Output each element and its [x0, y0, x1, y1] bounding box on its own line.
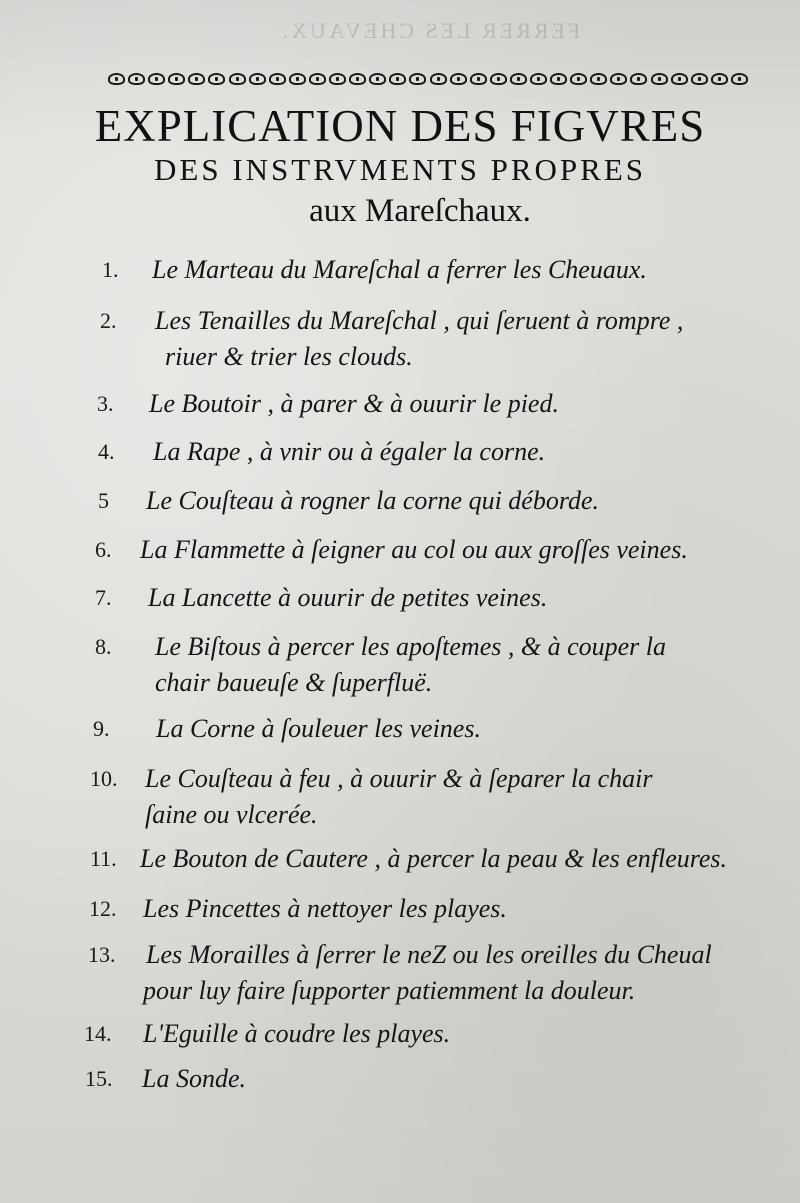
item-text: La Flammette à ſeigner au col ou aux groſſes veines. [140, 535, 688, 564]
title-line-2: DES INSTRVMENTS PROPRES [154, 152, 646, 187]
fleuron-ornament [691, 73, 708, 85]
item-number: 1. [102, 257, 119, 282]
fleuron-ornament [168, 73, 185, 85]
item-number: 2. [100, 308, 117, 333]
fleuron-ornament [188, 73, 205, 85]
fleuron-ornament [711, 73, 728, 85]
fleuron-ornament [208, 73, 225, 85]
fleuron-ornament [229, 73, 246, 85]
fleuron-ornament [731, 73, 748, 85]
fleuron-ornament [630, 73, 647, 85]
fleuron-ornament [249, 73, 266, 85]
fleuron-ornament [671, 73, 688, 85]
fleuron-ornament [389, 73, 406, 85]
bleed-through-header: FERRER LES CHEVAUX. [279, 18, 581, 43]
item-number: 4. [98, 439, 115, 464]
fleuron-ornament [309, 73, 326, 85]
fleuron-ornament [128, 73, 145, 85]
fleuron-ornament [329, 73, 346, 85]
item-text: Les Pincettes à nettoyer les playes. [143, 894, 507, 923]
item-text: Le Marteau du Mareſchal a ferrer les Cheuaux. [152, 255, 647, 284]
item-text: La Rape , à vnir ou à égaler la corne. [153, 437, 546, 466]
fleuron-ornament [610, 73, 627, 85]
item-text-continued: ſaine ou vlcerée. [145, 800, 318, 829]
item-number: 12. [89, 896, 117, 921]
item-number: 13. [88, 942, 116, 967]
item-text: Le Couſteau à feu , à ouurir & à ſeparer la chair [145, 764, 653, 793]
fleuron-ornament [510, 73, 527, 85]
fleuron-ornament [530, 73, 547, 85]
fleuron-ornament [409, 73, 426, 85]
item-number: 6. [95, 537, 112, 562]
fleuron-ornament [289, 73, 306, 85]
fleuron-ornament [108, 73, 125, 85]
fleuron-ornament [470, 73, 487, 85]
item-number: 11. [90, 846, 117, 871]
fleuron-ornament [349, 73, 366, 85]
fleuron-ornament [450, 73, 467, 85]
fleuron-ornament [651, 73, 668, 85]
item-text: Le Bouton de Cautere , à percer la peau & les enfleures. [140, 844, 728, 873]
item-text-continued: chair baueuſe & ſuperfluë. [155, 668, 433, 697]
item-text: L'Eguille à coudre les playes. [143, 1019, 451, 1048]
item-text: La Lancette à ouurir de petites veines. [148, 583, 548, 612]
fleuron-ornament [590, 73, 607, 85]
title-line-1: EXPLICATION DES FIGVRES [94, 101, 706, 151]
item-text-continued: pour luy faire ſupporter patiemment la douleur. [143, 976, 636, 1005]
item-text: Le Boutoir , à parer & à ouurir le pied. [149, 389, 559, 418]
item-number: 3. [97, 391, 114, 416]
item-number: 5 [98, 488, 109, 513]
fleuron-ornament [570, 73, 587, 85]
item-text: La Sonde. [142, 1064, 246, 1093]
fleuron-ornament [269, 73, 286, 85]
fleuron-ornament [490, 73, 507, 85]
item-number: 8. [95, 634, 112, 659]
item-number: 14. [84, 1021, 112, 1046]
item-text: Le Biſtous à percer les apoſtemes , & à couper la [155, 632, 667, 661]
item-text: Les Morailles à ſerrer le neZ ou les oreilles du Cheual [146, 940, 712, 969]
item-number: 10. [90, 766, 118, 791]
item-number: 7. [95, 585, 112, 610]
fleuron-ornament [550, 73, 567, 85]
item-text: Les Tenailles du Mareſchal , qui ſeruent à rompre , [155, 306, 684, 335]
item-number: 9. [93, 716, 110, 741]
title-line-3: aux Mareſchaux. [309, 193, 531, 229]
fleuron-ornament [430, 73, 447, 85]
ornament-border [108, 70, 748, 88]
item-text: La Corne à ſouleuer les veines. [156, 714, 481, 743]
item-number: 15. [85, 1066, 113, 1091]
item-text: Le Couſteau à rogner la corne qui déborde. [146, 486, 600, 515]
fleuron-ornament [369, 73, 386, 85]
fleuron-ornament [148, 73, 165, 85]
item-text-continued: riuer & trier les clouds. [165, 342, 413, 371]
